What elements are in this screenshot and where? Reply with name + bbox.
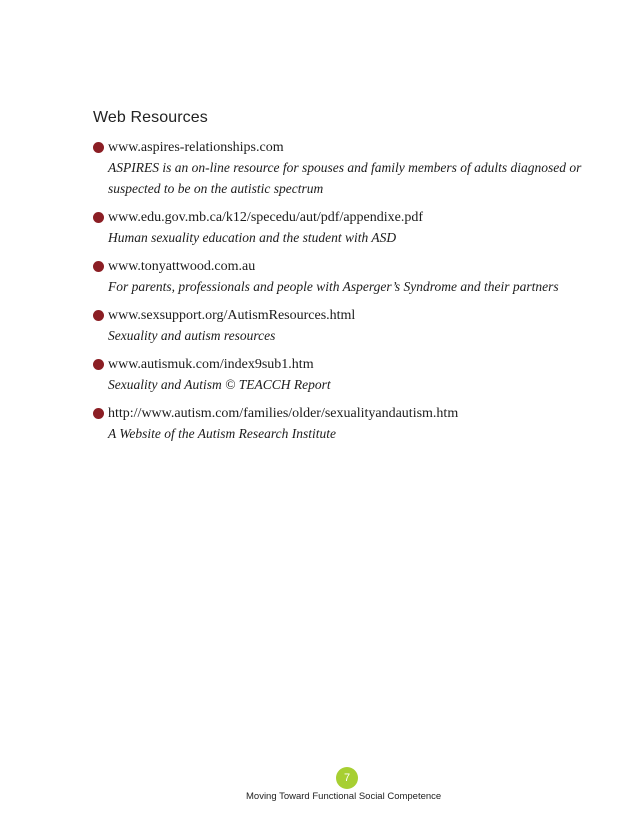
resource-item — [93, 355, 603, 395]
red-dot-bullet-icon — [93, 142, 104, 153]
resource-item — [93, 257, 603, 297]
resource-link[interactable]: www.edu.gov.mb.ca/k12/specedu/aut/pdf/appendixe.pdf — [108, 210, 424, 225]
resource-link[interactable]: www.aspires-relationships.com — [108, 140, 284, 155]
resource-item — [93, 404, 603, 444]
resource-description: Human sexuality education and the student with ASD — [108, 230, 397, 245]
resource-description: Sexuality and Autism © TEACCH Report — [108, 377, 331, 392]
red-dot-bullet-icon — [93, 359, 104, 370]
resource-description: For parents, professionals and people with Asperger’s Syndrome and their partners — [108, 279, 559, 294]
resource-link[interactable]: www.autismuk.com/index9sub1.htm — [108, 357, 314, 372]
resource-description: ASPIRES is an on-line resource for spouses and family members of adults diagnosed or suspected to be on the autistic spectrum — [108, 160, 582, 196]
resource-item — [93, 138, 603, 199]
footer-title: Moving Toward Functional Social Competence — [246, 791, 442, 802]
resource-link[interactable]: www.sexsupport.org/AutismResources.html — [108, 308, 356, 323]
resource-item — [93, 208, 603, 248]
resource-item — [93, 306, 603, 346]
page-number-badge: 7 — [336, 767, 358, 789]
resource-list — [93, 138, 603, 453]
resource-description: Sexuality and autism resources — [108, 328, 276, 343]
section-title: Web Resources — [93, 109, 208, 126]
red-dot-bullet-icon — [93, 212, 104, 223]
red-dot-bullet-icon — [93, 310, 104, 321]
red-dot-bullet-icon — [93, 261, 104, 272]
resource-description: A Website of the Autism Research Institute — [108, 426, 336, 441]
resource-link[interactable]: www.tonyattwood.com.au — [108, 259, 256, 274]
red-dot-bullet-icon — [93, 408, 104, 419]
resource-link[interactable]: http://www.autism.com/families/older/sexualityandautism.htm — [108, 406, 459, 421]
